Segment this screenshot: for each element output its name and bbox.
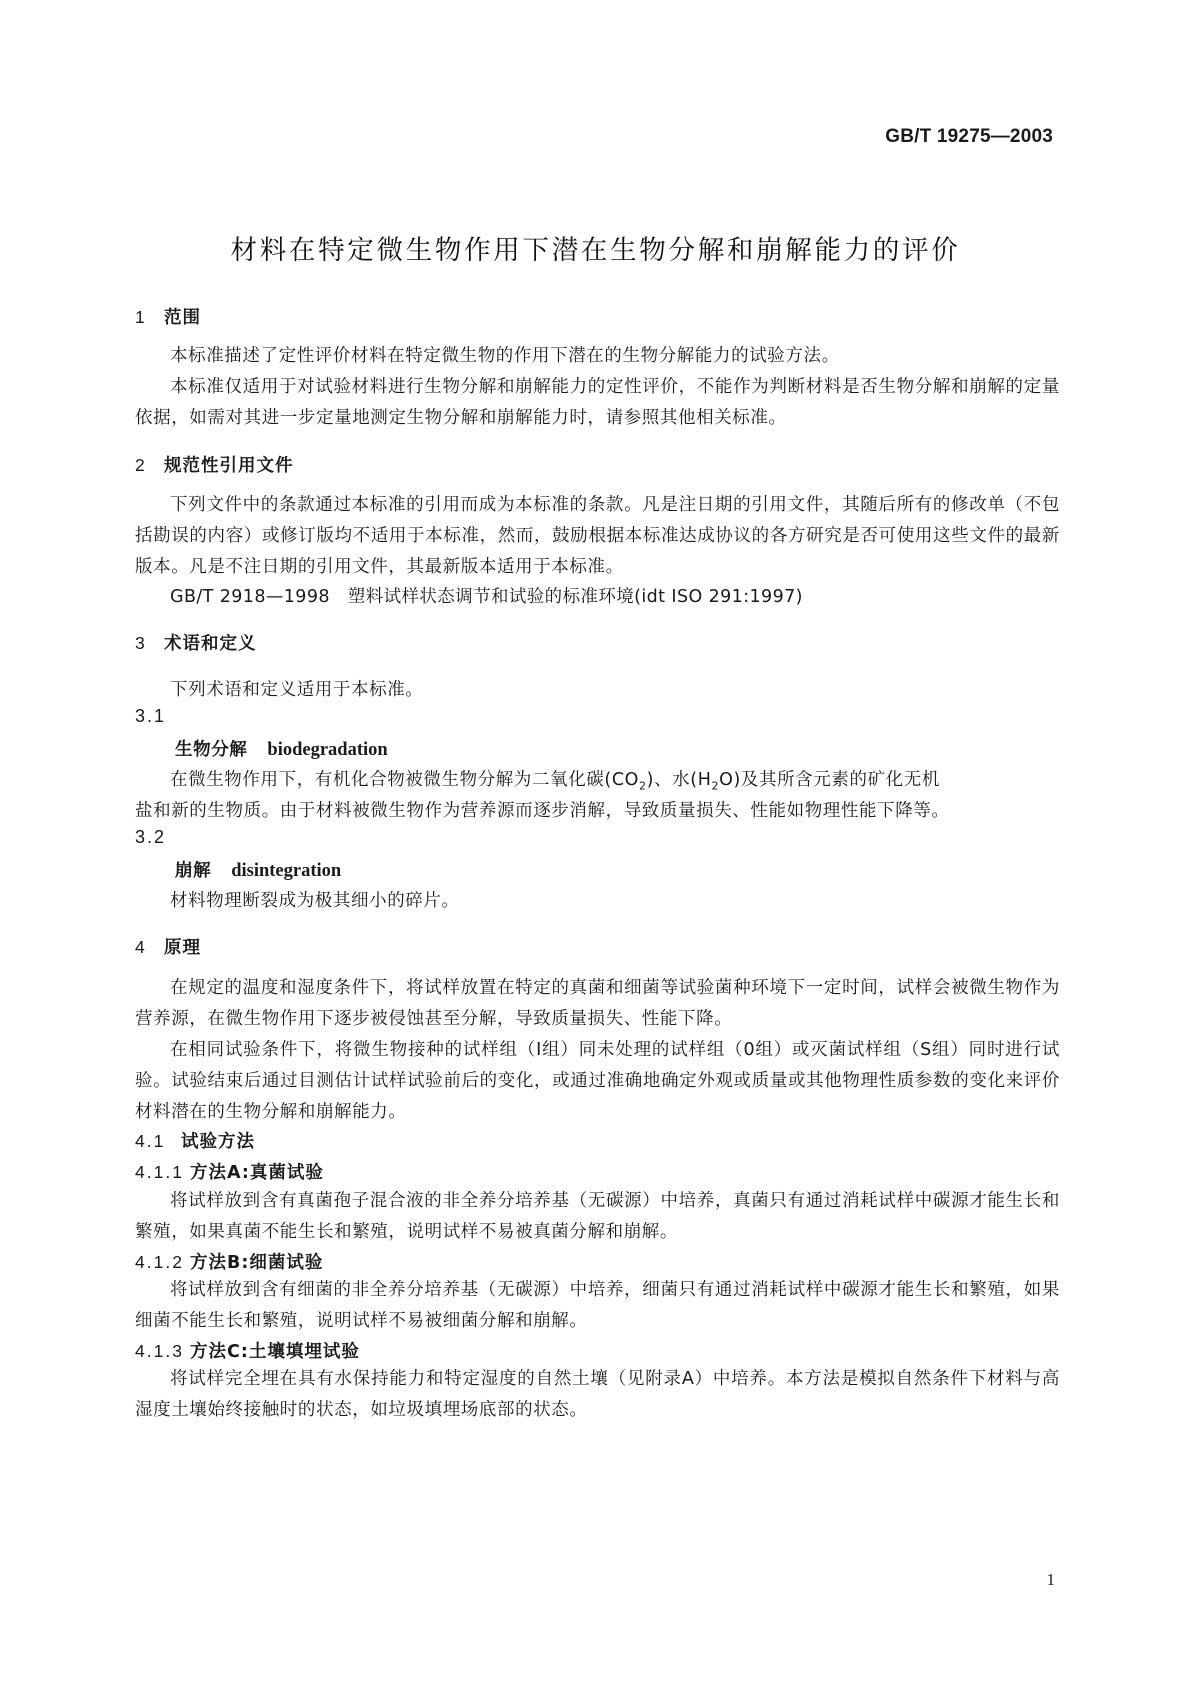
term-1-definition-line-1 <box>170 766 940 793</box>
section-number: 3 <box>135 633 146 653</box>
term-en: biodegradation <box>267 740 388 760</box>
term-2-definition: 材料物理断裂成为极其细小的碎片。 <box>170 891 460 911</box>
term-biodegradation <box>175 736 388 761</box>
section-4-heading <box>135 934 201 959</box>
section-number: 2 <box>135 455 146 475</box>
subsection-number: 4.1.2 <box>135 1252 184 1272</box>
definition-text: )、水(H <box>646 770 712 790</box>
section-4-1-1-heading <box>135 1159 324 1184</box>
subscript: 2 <box>711 779 720 793</box>
section-1-paragraph-1: 本标准描述了定性评价材料在特定微生物的作用下潜在的生物分解能力的试验方法。 <box>170 346 840 366</box>
section-4-1-1-paragraph: 将试样放到含有真菌孢子混合液的非全养分培养基（无碳源）中培养，真菌只有通过消耗试样中碳源才能生长和繁殖，如果真菌不能生长和繁殖，说明试样不易被真菌分解和崩解。 <box>135 1191 1060 1242</box>
term-number: 3.2 <box>135 827 167 847</box>
section-2-heading <box>135 452 294 477</box>
subsection-title: 方法A:真菌试验 <box>190 1163 324 1183</box>
definition-text: 在微生物作用下，有机化合物被微生物分解为二氧化碳(CO <box>170 770 640 790</box>
section-4-paragraph-1: 在规定的温度和湿度条件下，将试样放置在特定的真菌和细菌等试验菌种环境下一定时间，试样会被微生物作为营养源，在微生物作用下逐步被侵蚀甚至分解，导致质量损失、性能下降。 <box>135 978 1060 1029</box>
subsection-number: 4.1 <box>135 1131 166 1151</box>
page-number: 1 <box>1046 1570 1055 1589</box>
section-4-1-3-paragraph: 将试样完全埋在具有水保持能力和特定湿度的自然土壤（见附录A）中培养。本方法是模拟自然条件下材料与高湿度土壤始终接触时的状态，如垃圾填埋场底部的状态。 <box>135 1369 1060 1420</box>
section-4-1-3-heading <box>135 1338 360 1363</box>
section-3-intro: 下列术语和定义适用于本标准。 <box>170 680 424 700</box>
subsection-title: 试验方法 <box>181 1132 255 1152</box>
definition-text: O)及其所含元素的矿化无机 <box>719 770 940 790</box>
subsection-number: 4.1.3 <box>135 1341 184 1361</box>
section-1-heading <box>135 304 201 329</box>
term-zh: 崩解 <box>175 861 212 881</box>
term-1-definition-line-2: 盐和新的生物质。由于材料被微生物作为营养源而逐步消解，导致质量损失、性能如物理性能下降等。 <box>135 801 950 821</box>
section-4-paragraph-2: 在相同试验条件下，将微生物接种的试样组（Ⅰ组）同未处理的试样组（0组）或灭菌试样组（S组）同时进行试验。试验结束后通过目测估计试样试验前后的变化，或通过准确地确定外观或质量或其他物理性质参数的变化来评价材料潜在的生物分解和崩解能力。 <box>135 1040 1060 1122</box>
normative-reference: GB/T 2918—1998 塑料试样状态调节和试验的标准环境(idt ISO 291:1997) <box>170 587 803 607</box>
standard-code: GB/T 19275—2003 <box>885 126 1053 147</box>
section-4-1-2-paragraph: 将试样放到含有细菌的非全养分培养基（无碳源）中培养，细菌只有通过消耗试样中碳源才能生长和繁殖，如果细菌不能生长和繁殖，说明试样不易被细菌分解和崩解。 <box>135 1280 1060 1331</box>
section-number: 4 <box>135 937 146 957</box>
document-title: 材料在特定微生物作用下潜在生物分解和崩解能力的评价 <box>230 235 961 266</box>
subscript: 2 <box>639 779 647 793</box>
section-4-1-2-heading <box>135 1249 323 1274</box>
subsection-title: 方法B:细菌试验 <box>190 1253 324 1273</box>
term-disintegration <box>175 857 341 882</box>
subsection-title: 方法C:土壤填埋试验 <box>190 1342 360 1362</box>
section-4-1-heading <box>135 1128 255 1153</box>
term-number: 3.1 <box>135 706 167 726</box>
section-number: 1 <box>135 307 146 327</box>
section-1-paragraph-2: 本标准仅适用于对试验材料进行生物分解和崩解能力的定性评价，不能作为判断材料是否生物分解和崩解的定量依据，如需对其进一步定量地测定生物分解和崩解能力时，请参照其他相关标准。 <box>135 377 1060 428</box>
section-title: 原理 <box>164 938 201 958</box>
term-zh: 生物分解 <box>175 740 248 760</box>
section-title: 术语和定义 <box>164 634 257 654</box>
term-en: disintegration <box>231 861 342 881</box>
subsection-number: 4.1.1 <box>135 1162 184 1182</box>
section-2-paragraph: 下列文件中的条款通过本标准的引用而成为本标准的条款。凡是注日期的引用文件，其随后所有的修改单（不包括勘误的内容）或修订版均不适用于本标准，然而，鼓励根据本标准达成协议的各方研究是否可使用这些文件的最新版本。凡是不注日期的引用文件，其最新版本适用于本标准。 <box>135 495 1060 577</box>
section-title: 规范性引用文件 <box>164 456 294 476</box>
section-title: 范围 <box>164 308 201 328</box>
section-3-heading <box>135 630 257 655</box>
